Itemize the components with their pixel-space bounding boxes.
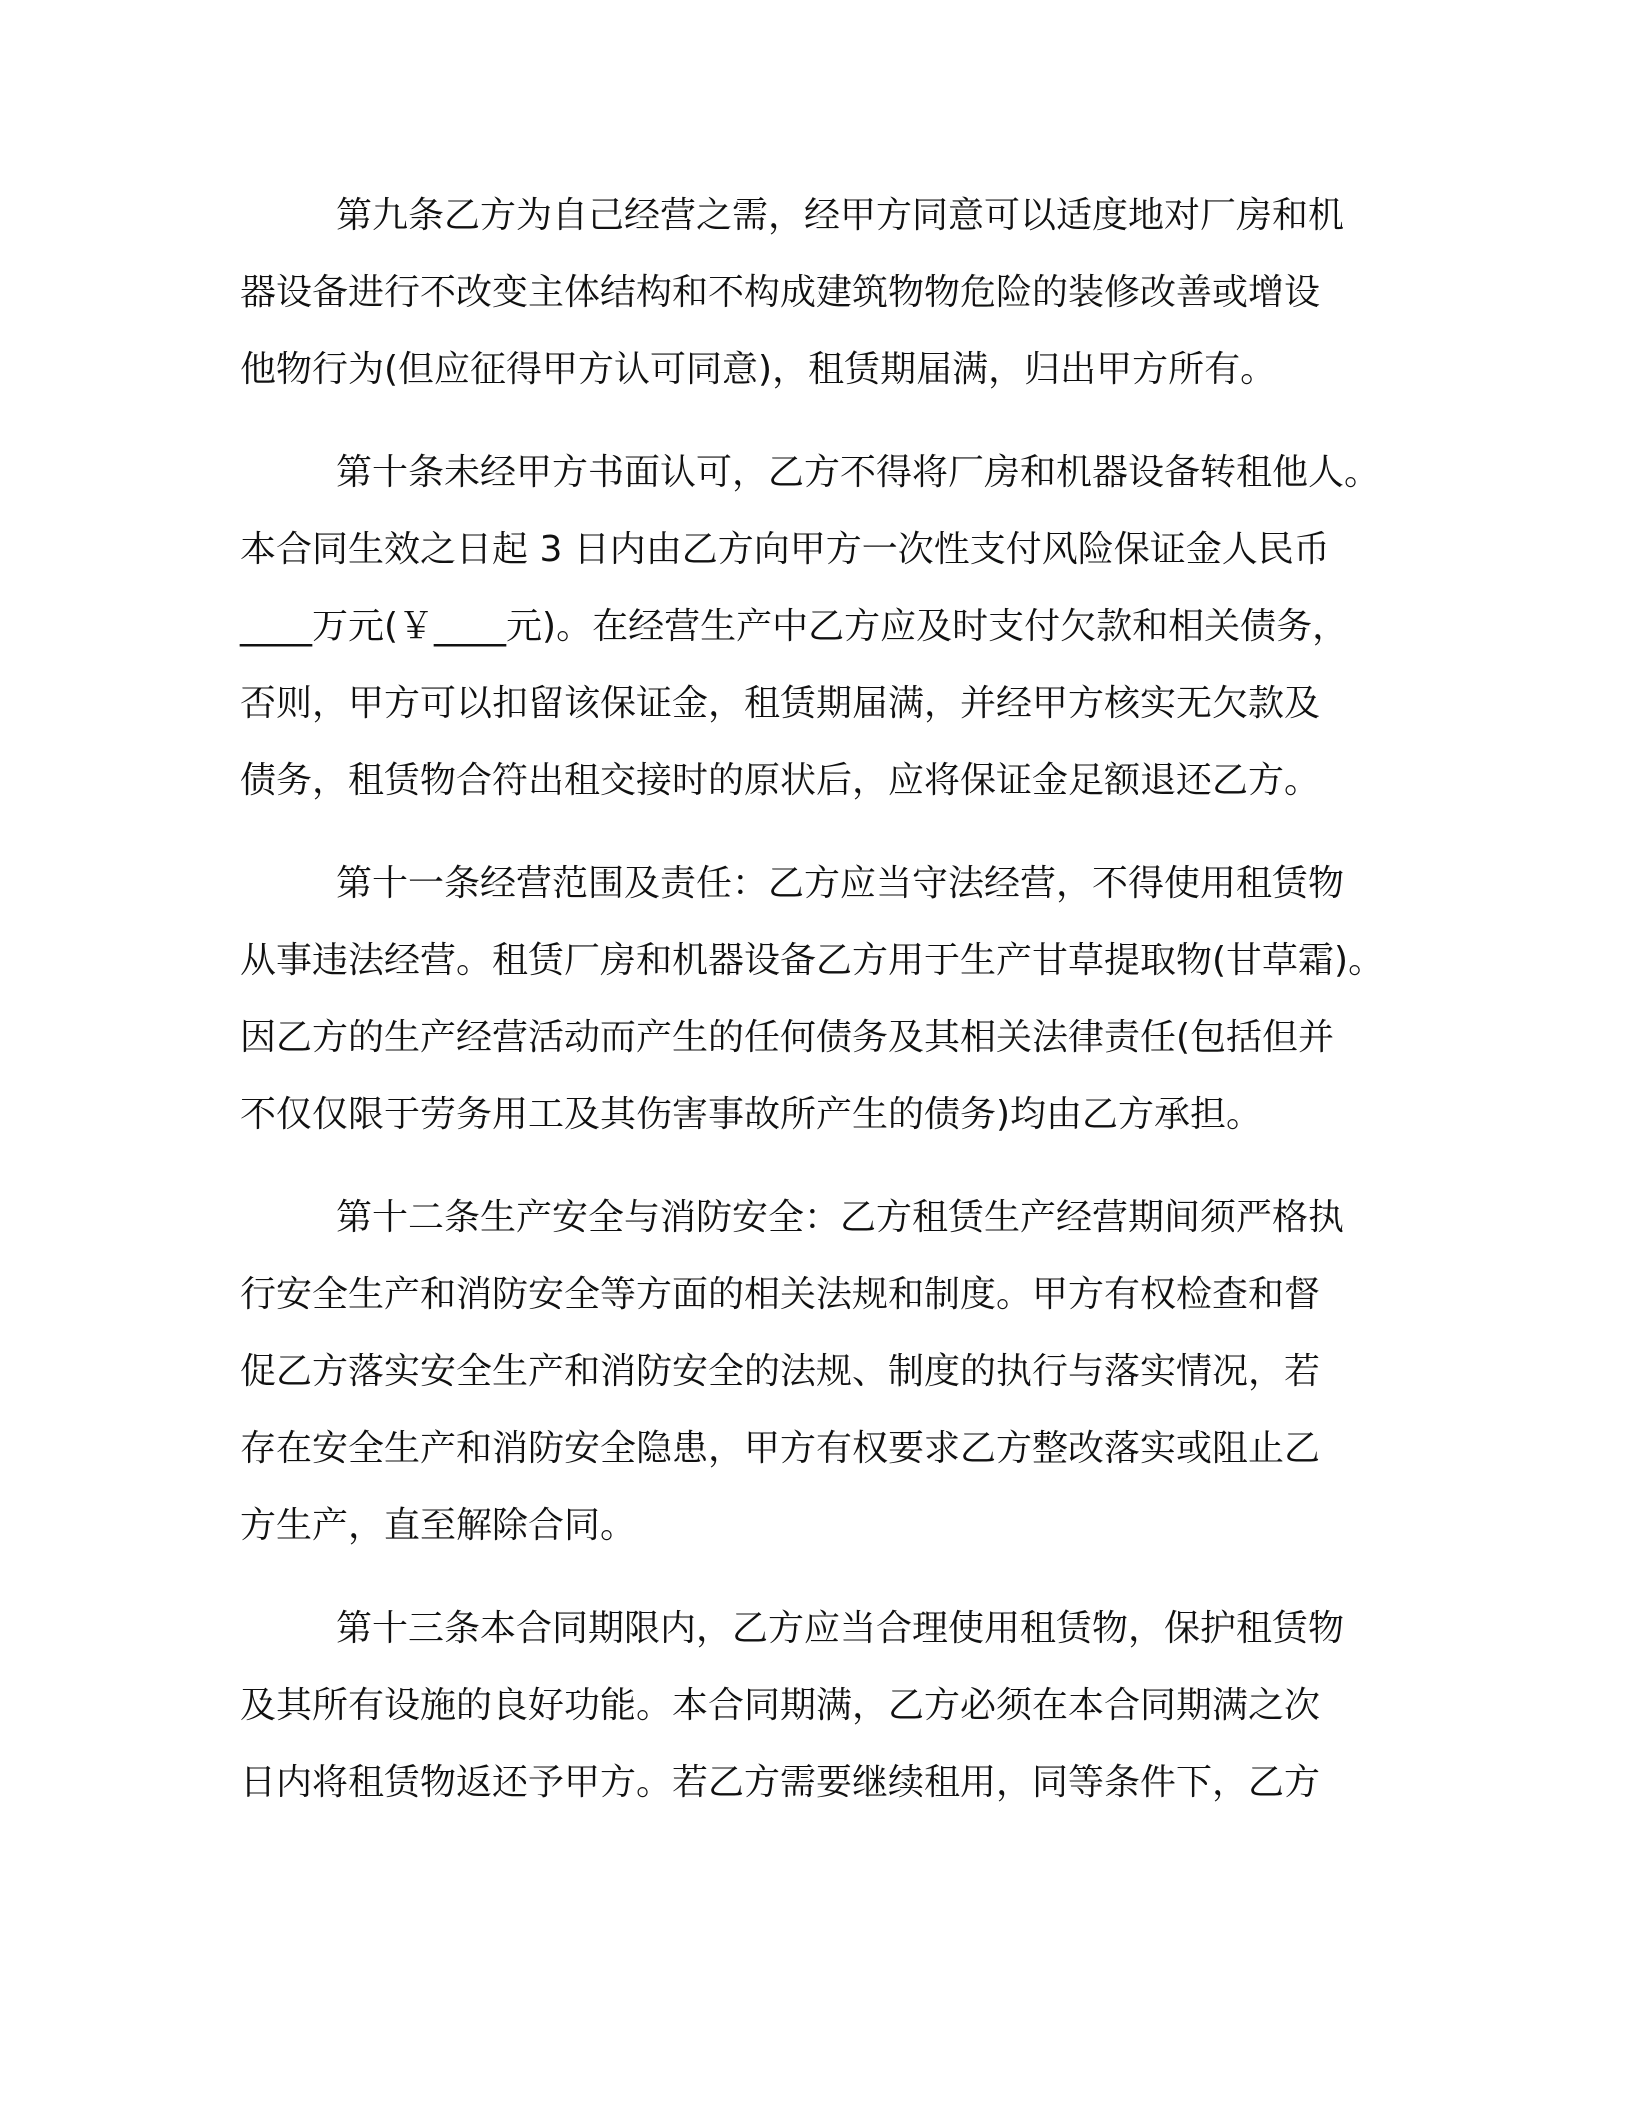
paragraph-line: 不仅仅限于劳务用工及其伤害事故所产生的债务)均由乙方承担。 [240,1094,1263,1135]
paragraph-line: 从事违法经营。租赁厂房和机器设备乙方用于生产甘草提取物(甘草霜)。 [240,940,1385,981]
paragraph-line: 及其所有设施的良好功能。本合同期满，乙方必须在本合同期满之次 [240,1685,1321,1726]
paragraph-line: 本合同生效之日起 3 日内由乙方向甲方一次性支付风险保证金人民币 [240,529,1330,570]
paragraph-line: 否则，甲方可以扣留该保证金，租赁期届满，并经甲方核实无欠款及 [240,683,1321,724]
paragraph-line: 第十一条经营范围及责任：乙方应当守法经营，不得使用租赁物 [336,863,1345,904]
paragraph-article-13 [240,1600,1400,1831]
paragraph-line: 促乙方落实安全生产和消防安全的法规、制度的执行与落实情况，若 [240,1351,1321,1392]
paragraph-article-10 [240,444,1400,829]
paragraph-article-12 [240,1189,1400,1574]
paragraph-line: 行安全生产和消防安全等方面的相关法规和制度。甲方有权检查和督 [240,1274,1321,1315]
paragraph-line: 因乙方的生产经营活动而产生的任何债务及其相关法律责任(包括但并 [240,1017,1335,1058]
paragraph-line: 器设备进行不改变主体结构和不构成建筑物物危险的装修改善或增设 [240,272,1321,313]
paragraph-article-9 [240,187,1400,418]
paragraph-line: 方生产，直至解除合同。 [240,1505,637,1546]
paragraph-line: 债务，租赁物合符出租交接时的原状后，应将保证金足额退还乙方。 [240,760,1321,801]
paragraph-line: 他物行为(但应征得甲方认可同意)，租赁期届满，归出甲方所有。 [240,349,1277,390]
paragraph-line: 第十三条本合同期限内，乙方应当合理使用租赁物，保护租赁物 [336,1608,1345,1649]
paragraph-line: 日内将租赁物返还予甲方。若乙方需要继续租用，同等条件下，乙方 [240,1762,1321,1803]
paragraph-line: 第九条乙方为自己经营之需，经甲方同意可以适度地对厂房和机 [336,195,1345,236]
paragraph-article-11 [240,855,1400,1163]
paragraph-line: 第十二条生产安全与消防安全：乙方租赁生产经营期间须严格执 [336,1197,1345,1238]
document-body [240,187,1400,1831]
paragraph-line: 存在安全生产和消防安全隐患，甲方有权要求乙方整改落实或阻止乙 [240,1428,1321,1469]
paragraph-line: ____万元(￥____元)。在经营生产中乙方应及时支付欠款和相关债务， [240,606,1349,647]
paragraph-line: 第十条未经甲方书面认可，乙方不得将厂房和机器设备转租他人。 [336,452,1381,493]
